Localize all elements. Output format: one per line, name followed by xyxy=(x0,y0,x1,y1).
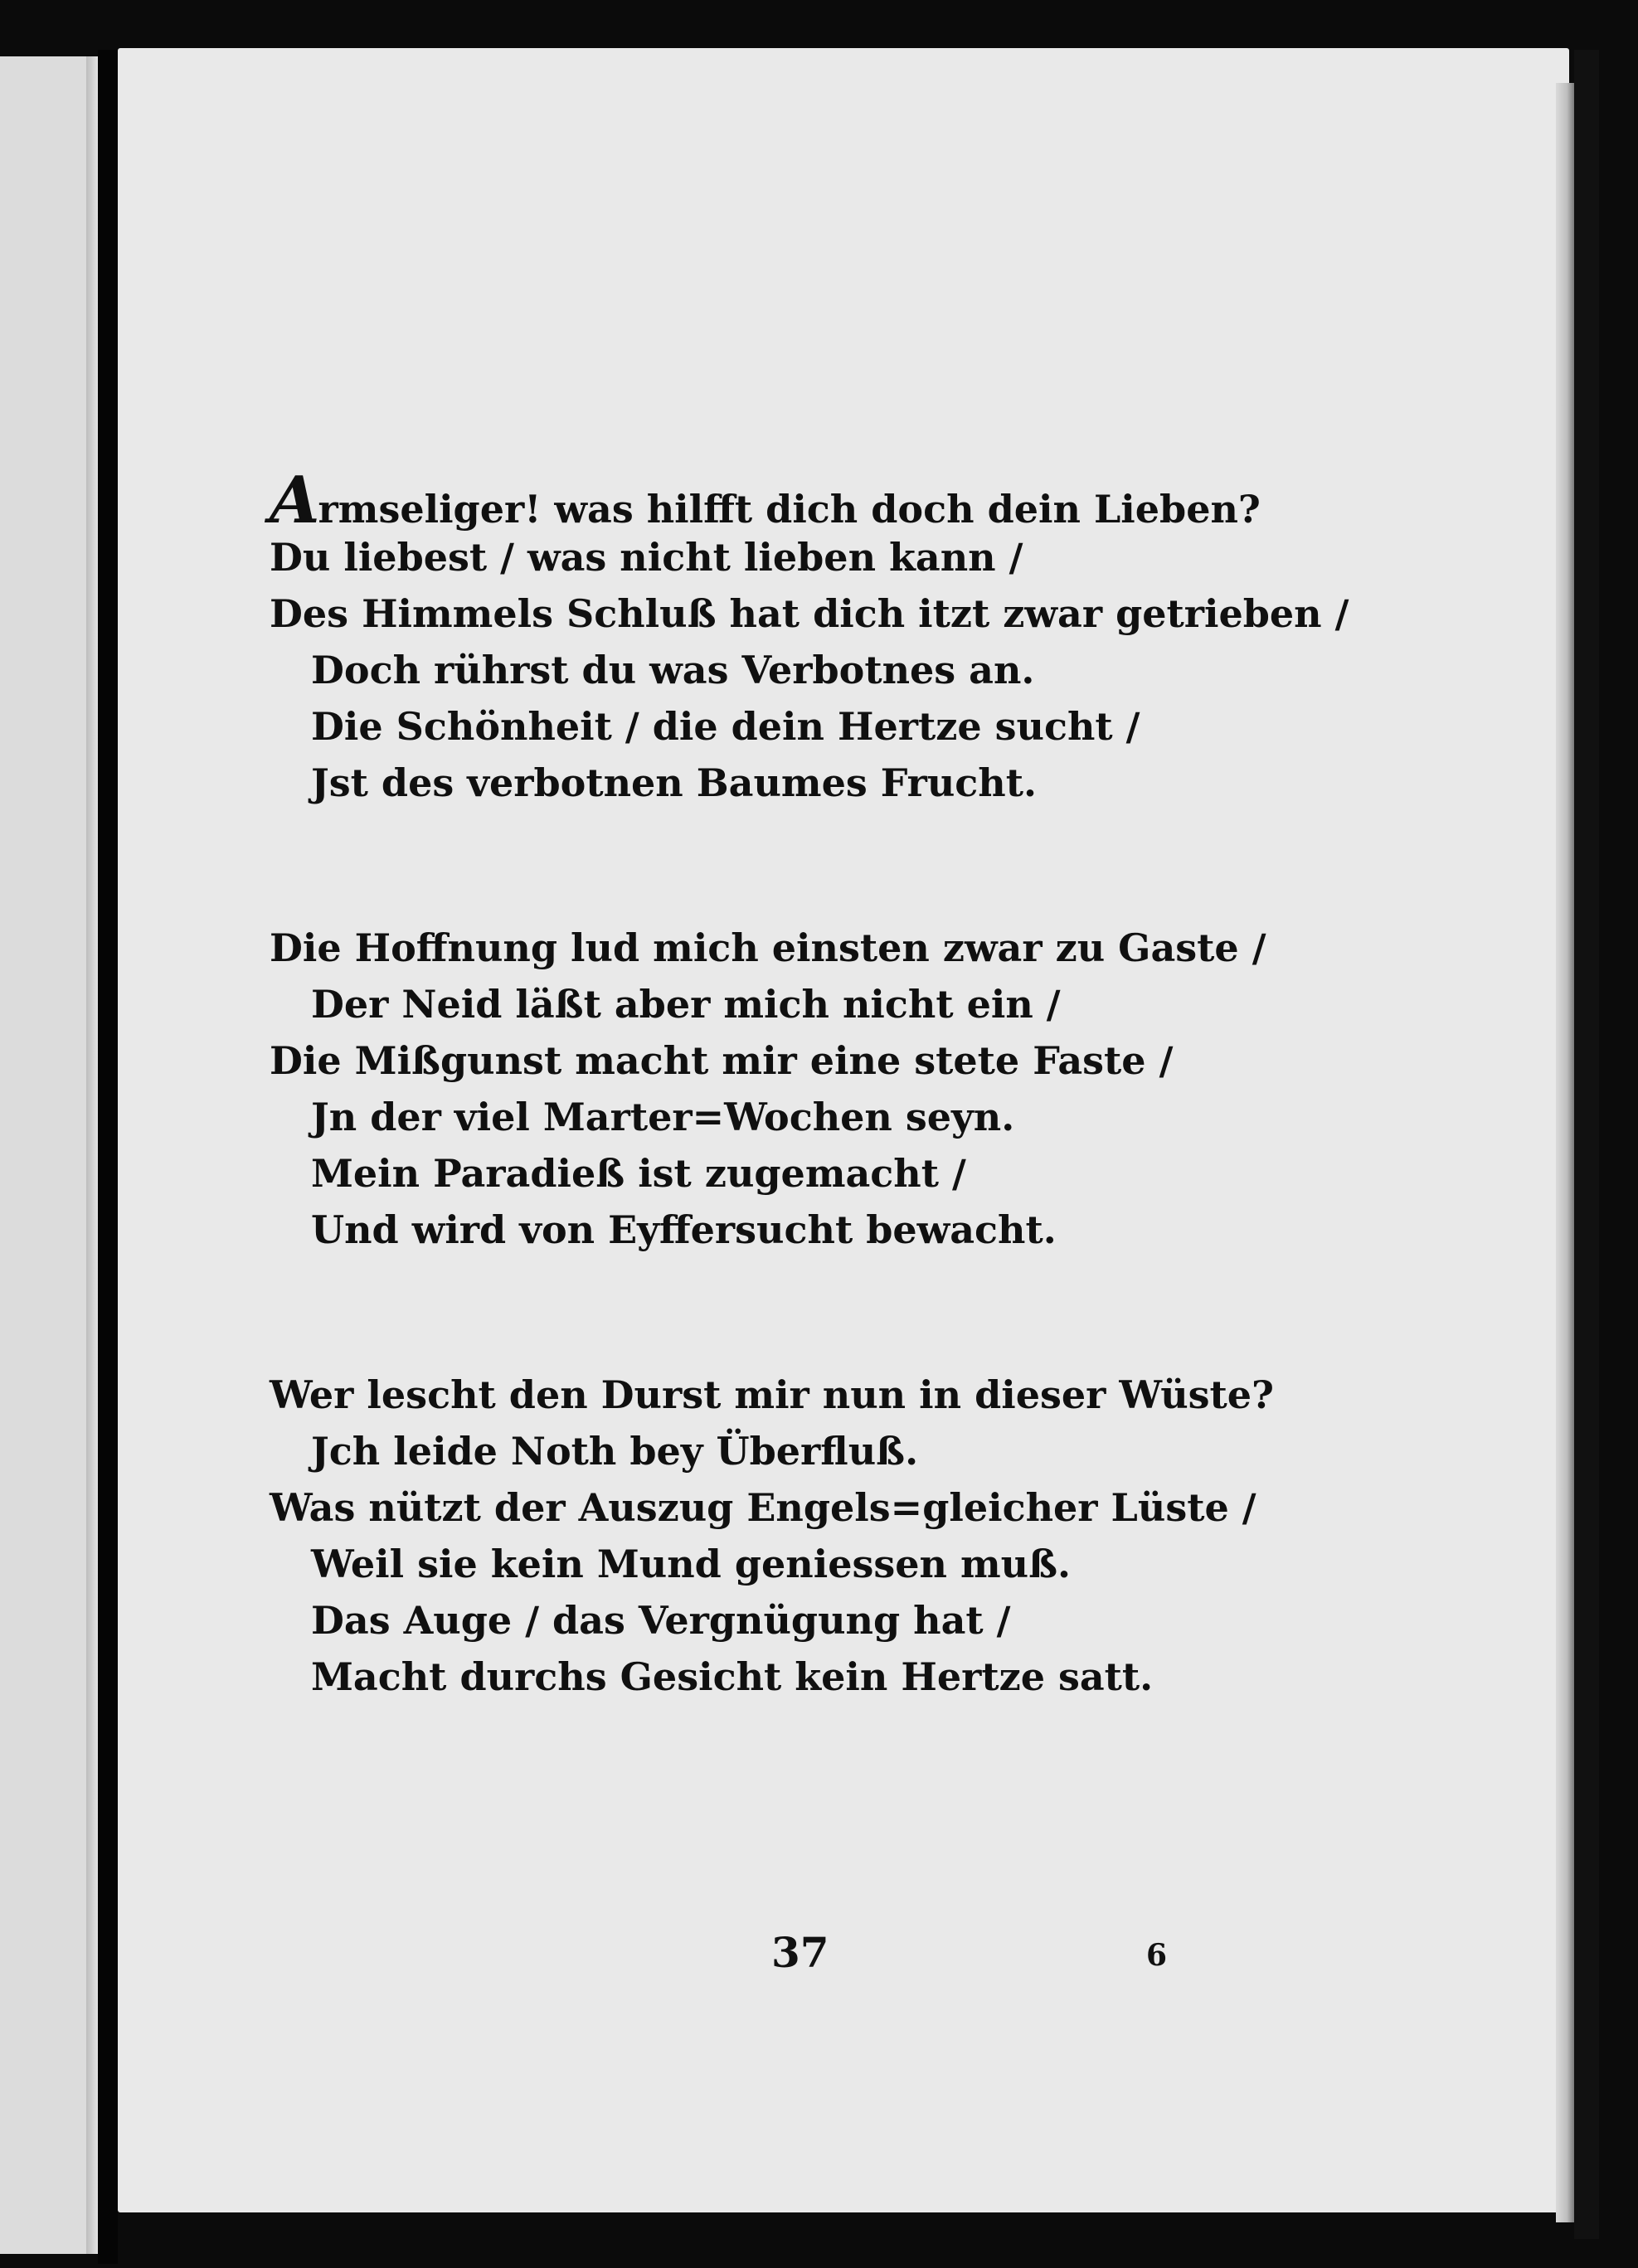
poem-line: Und wird von Eyffersucht bewacht. xyxy=(311,1207,1057,1252)
poem-line: Macht durchs Gesicht kein Hertze satt. xyxy=(311,1654,1154,1699)
book-gutter xyxy=(98,50,118,2264)
poem-line: Jn der viel Marter=Wochen seyn. xyxy=(311,1095,1015,1139)
stanza-2 xyxy=(270,920,1497,1258)
poem-line: Die Hoffnung lud mich einsten zwar zu Gaste / xyxy=(270,925,1266,970)
poem-line: Des Himmels Schluß hat dich itzt zwar getrieben / xyxy=(270,591,1349,636)
poem-line: Das Auge / das Vergnügung hat / xyxy=(311,1598,1011,1643)
stanza-1 xyxy=(270,463,1497,811)
poem-line-text: rmseliger! was hilfft dich doch dein Lieben? xyxy=(318,487,1261,532)
poem-line: Du liebest / was nicht lieben kann / xyxy=(270,535,1023,580)
right-frame xyxy=(1574,50,1599,2239)
signature-mark: 6 xyxy=(1146,1938,1168,1973)
poem-line: Was nützt der Auszug Engels=gleicher Lüste / xyxy=(270,1485,1256,1530)
left-page-edge xyxy=(0,56,98,2254)
page-number: 37 xyxy=(771,1928,829,1977)
drop-cap: A xyxy=(270,463,318,538)
poem-line: Die Schönheit / die dein Hertze sucht / xyxy=(311,704,1140,749)
poem-line: Jch leide Noth bey Überfluß. xyxy=(311,1429,919,1474)
poem-line: Weil sie kein Mund geniessen muß. xyxy=(311,1542,1072,1586)
poem-line xyxy=(270,463,1497,538)
poem-line: Wer lescht den Durst mir nun in dieser Wüste? xyxy=(270,1372,1275,1417)
poem-line: Die Mißgunst macht mir eine stete Faste / xyxy=(270,1038,1174,1083)
poem-line: Doch rührst du was Verbotnes an. xyxy=(311,648,1035,692)
poem-line: Jst des verbotnen Baumes Frucht. xyxy=(311,760,1037,805)
poem xyxy=(270,463,1497,1814)
stanza-3 xyxy=(270,1367,1497,1705)
poem-line: Der Neid läßt aber mich nicht ein / xyxy=(311,982,1061,1027)
poem-line: Mein Paradieß ist zugemacht / xyxy=(311,1151,966,1196)
page-fore-edge xyxy=(1556,83,1574,2222)
